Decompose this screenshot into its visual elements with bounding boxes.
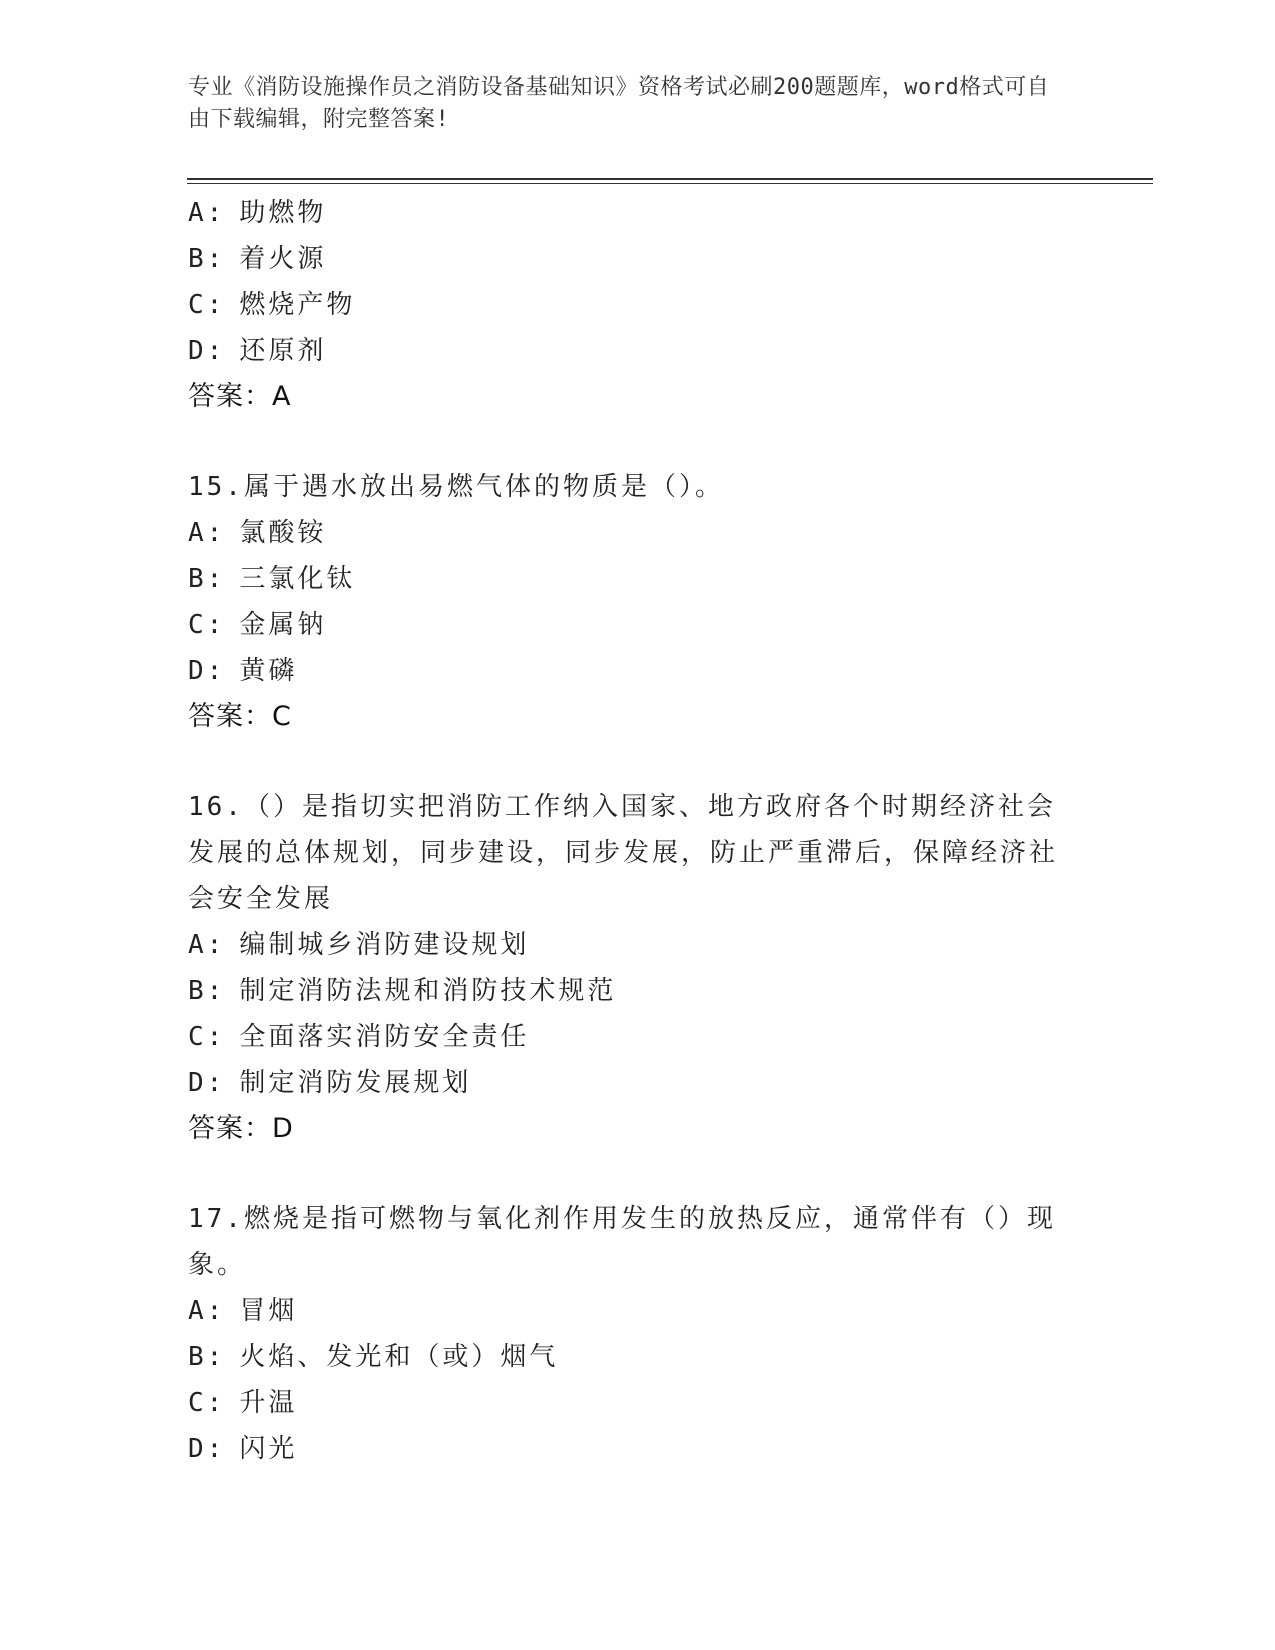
question-14 [188,190,1088,420]
option-b: B: 三氯化钛 [188,564,356,594]
option-c: C: 全面落实消防安全责任 [188,1022,530,1052]
option-d: D: 还原剂 [188,336,327,366]
spacer [188,420,1088,464]
option-b: B: 着火源 [188,244,327,274]
header-rule-thick [187,178,1153,180]
option-d: D: 闪光 [188,1434,298,1464]
question-16 [188,784,1088,1152]
question-list [188,190,1088,1472]
option-d: D: 黄磷 [188,656,298,686]
question-text: 16.（）是指切实把消防工作纳入国家、地方政府各个时期经济社会发展的总体规划，同步建设，同步发展，防止严重滞后，保障经济社会安全发展 [188,792,1059,914]
option-c: C: 升温 [188,1388,298,1418]
answer: 答案：C [188,701,292,732]
answer: 答案：D [188,1113,294,1144]
option-c: C: 燃烧产物 [188,290,356,320]
question-text: 15.属于遇水放出易燃气体的物质是（）。 [188,472,724,502]
answer: 答案：A [188,381,292,412]
page-header: 专业《消防设施操作员之消防设备基础知识》资格考试必刷200题题库，word格式可自由下载编辑，附完整答案! [188,75,1050,132]
option-a: A: 氯酸铵 [188,518,327,548]
option-c: C: 金属钠 [188,610,327,640]
spacer [188,740,1088,784]
option-a: A: 编制城乡消防建设规划 [188,930,530,960]
option-a: A: 冒烟 [188,1296,298,1326]
header-rule-thin [187,183,1153,184]
question-text: 17.燃烧是指可燃物与氧化剂作用发生的放热反应，通常伴有（）现象。 [188,1204,1056,1280]
option-a: A: 助燃物 [188,198,327,228]
question-15 [188,464,1088,740]
spacer [188,1152,1088,1196]
option-b: B: 火焰、发光和（或）烟气 [188,1342,559,1372]
question-17 [188,1196,1088,1472]
option-d: D: 制定消防发展规划 [188,1068,472,1098]
option-b: B: 制定消防法规和消防技术规范 [188,976,617,1006]
